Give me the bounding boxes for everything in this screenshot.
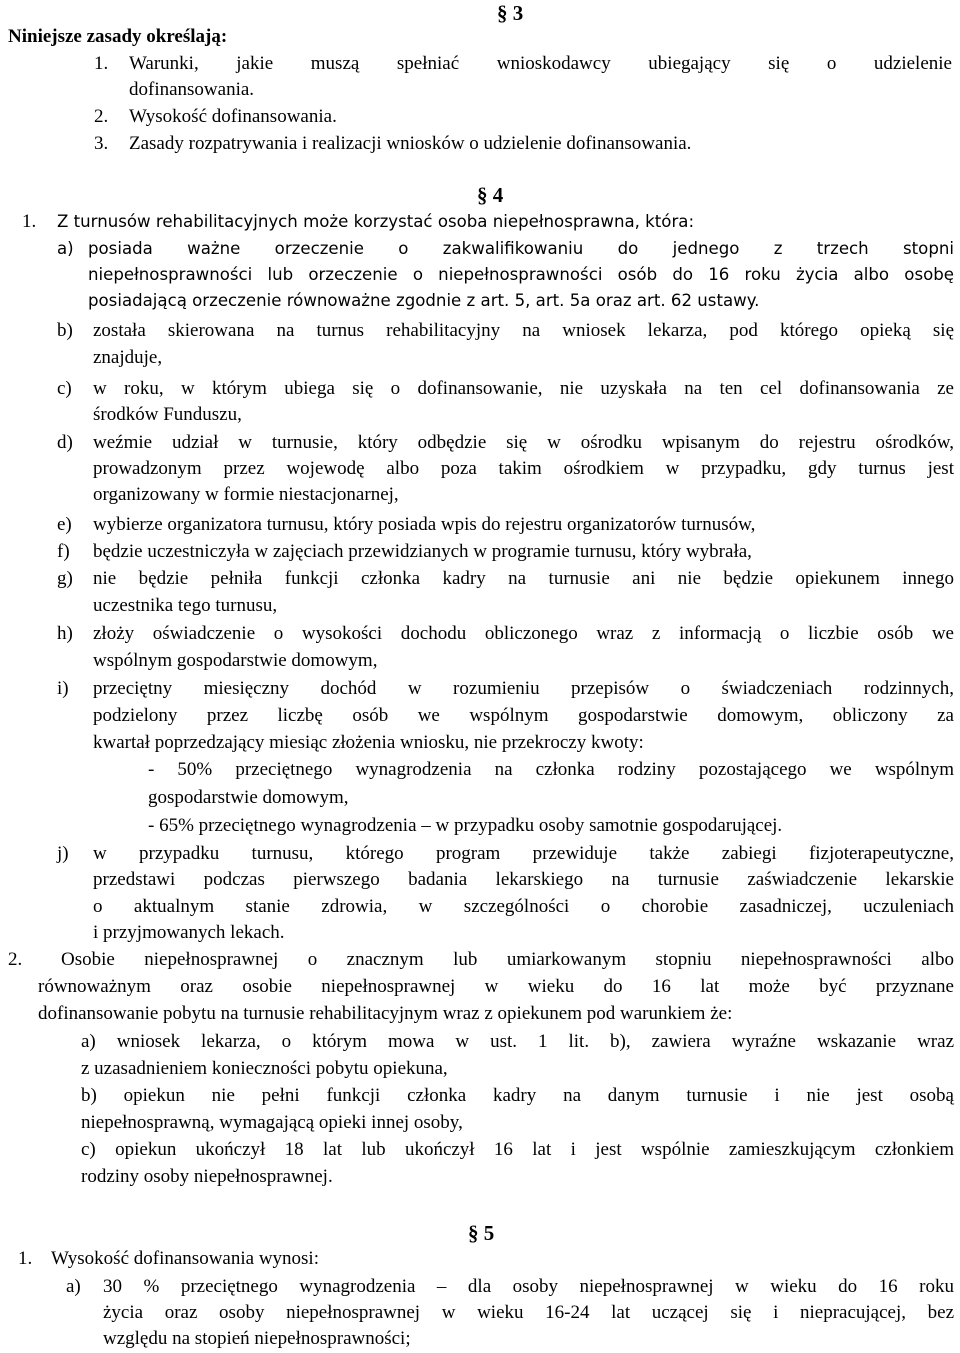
item-text: z uzasadnieniem konieczności pobytu opiekuna,	[81, 1058, 448, 1079]
list-number: 3.	[94, 133, 109, 154]
item-text: uczestnika tego turnusu,	[93, 595, 278, 616]
item-text: znajduje,	[93, 347, 163, 368]
item-text: o aktualnym stanie zdrowia, w szczególności o chorobie zasadniczej, uczuleniach	[93, 896, 954, 917]
item-text: rodziny osoby niepełnosprawnej.	[81, 1166, 333, 1187]
item-text: a) wniosek lekarza, o którym mowa w ust. 1 lit. b), zawiera wyraźne wskazanie wraz	[81, 1031, 954, 1052]
section-sign: §	[497, 1, 508, 25]
item-text: i przyjmowanych lekach.	[93, 922, 285, 943]
item-marker: g)	[57, 568, 73, 589]
point-number: 1.	[22, 211, 37, 232]
section-number: 5	[483, 1221, 495, 1245]
list-text: Warunki, jakie muszą spełniać wnioskodawcy ubiegający się o udzielenie	[129, 53, 952, 74]
item-text: złoży oświadczenie o wysokości dochodu obliczonego wraz z informacją o liczbie osób we	[93, 623, 954, 644]
item-text: życia oraz osoby niepełnosprawnej w wieku 16-24 lat uczącej się i niepracującej, bez	[103, 1302, 954, 1323]
section-number: 4	[492, 183, 504, 207]
list-text: Zasady rozpatrywania i realizacji wniosków o udzielenie dofinansowania.	[129, 133, 692, 154]
list-text: Wysokość dofinansowania.	[129, 106, 337, 127]
dash-item-text: - 65% przeciętnego wynagrodzenia – w przypadku osoby samotnie gospodarującej.	[148, 815, 783, 836]
section-5-heading	[468, 1220, 494, 1246]
item-marker: e)	[57, 514, 72, 535]
point-text: Osobie niepełnosprawnej o znacznym lub umiarkowanym stopniu niepełnosprawności albo	[61, 949, 954, 970]
item-text: przedstawi podczas pierwszego badania lekarskiego na turnusie zaświadczenie lekarskie	[93, 869, 954, 890]
point-text: równoważnym oraz osobie niepełnosprawnej w wieku do 16 lat może być przyznane	[38, 976, 954, 997]
list-text-continued: dofinansowania.	[129, 79, 255, 100]
item-text: weźmie udział w turnusie, który odbędzie się w ośrodku wpisanym do rejestru ośrodków,	[93, 432, 954, 453]
item-text: będzie uczestniczyła w zajęciach przewidzianych w programie turnusu, który wybrała,	[93, 541, 752, 562]
point-lead-text: Wysokość dofinansowania wynosi:	[51, 1248, 319, 1269]
item-text: w roku, w którym ubiega się o dofinansowanie, nie uzyskała na ten cel dofinansowania ze	[93, 378, 954, 399]
item-text: niepełnosprawną, wymagającą opieki innej osoby,	[81, 1112, 463, 1133]
section-number: 3	[512, 1, 524, 25]
item-marker: d)	[57, 432, 73, 453]
item-text: została skierowana na turnus rehabilitacyjny na wniosek lekarza, pod którego opieką się	[93, 320, 954, 341]
item-marker: i)	[57, 678, 69, 699]
item-text: niepełnosprawności lub orzeczenie o niepełnosprawności osób do 16 roku życia albo osobę	[88, 265, 954, 284]
item-text: przeciętny miesięczny dochód w rozumieniu przepisów o świadczeniach rodzinnych,	[93, 678, 954, 699]
item-text: prowadzonym przez wojewodę albo poza takim ośrodkiem w przypadku, gdy turnus jest	[93, 458, 954, 479]
item-text: wspólnym gospodarstwie domowym,	[93, 650, 378, 671]
point-lead-text: Z turnusów rehabilitacyjnych może korzystać osoba niepełnosprawna, która:	[57, 212, 695, 231]
item-text: nie będzie pełniła funkcji członka kadry na turnusie ani nie będzie opiekunem innego	[93, 568, 954, 589]
dash-item-text: - 50% przeciętnego wynagrodzenia na członka rodziny pozostającego we wspólnym	[148, 759, 954, 780]
section-3-heading	[497, 0, 523, 26]
section-sign: §	[468, 1221, 479, 1245]
item-text: organizowany w formie niestacjonarnej,	[93, 484, 399, 505]
item-text: c) opiekun ukończył 18 lat lub ukończył 16 lat i jest wspólnie zamieszkującym członkiem	[81, 1139, 954, 1160]
item-text: podzielony przez liczbę osób we wspólnym gospodarstwie domowym, obliczony za	[93, 705, 954, 726]
item-marker: j)	[57, 843, 69, 864]
section-4-heading	[477, 182, 503, 208]
list-number: 1.	[94, 53, 109, 74]
item-text: kwartał poprzedzający miesiąc złożenia wniosku, nie przekroczy kwoty:	[93, 732, 644, 753]
item-marker: a)	[57, 239, 74, 258]
item-text: środków Funduszu,	[93, 404, 242, 425]
item-text: wybierze organizatora turnusu, który posiada wpis do rejestru organizatorów turnusów,	[93, 514, 756, 535]
item-text: b) opiekun nie pełni funkcji członka kadry na danym turnusie i nie jest osobą	[81, 1085, 954, 1106]
item-marker: a)	[66, 1276, 81, 1297]
item-marker: h)	[57, 623, 73, 644]
item-text: względu na stopień niepełnosprawności;	[103, 1328, 411, 1349]
point-number: 2.	[8, 949, 23, 970]
item-marker: c)	[57, 378, 72, 399]
point-number: 1.	[18, 1248, 33, 1269]
intro-heading: Niniejsze zasady określają:	[8, 26, 228, 47]
item-text: posiada ważne orzeczenie o zakwalifikowaniu do jednego z trzech stopni	[88, 239, 954, 258]
point-text: dofinansowanie pobytu na turnusie rehabilitacyjnym wraz z opiekunem pod warunkiem że:	[38, 1003, 733, 1024]
item-text: posiadającą orzeczenie równoważne zgodnie z art. 5, art. 5a oraz art. 62 ustawy.	[88, 291, 760, 310]
section-sign: §	[477, 183, 488, 207]
list-number: 2.	[94, 106, 109, 127]
item-marker: b)	[57, 320, 73, 341]
item-text: w przypadku turnusu, którego program przewiduje także zabiegi fizjoterapeutyczne,	[93, 843, 954, 864]
item-text: 30 % przeciętnego wynagrodzenia – dla osoby niepełnosprawnej w wieku do 16 roku	[103, 1276, 954, 1297]
item-marker: f)	[57, 541, 70, 562]
dash-item-text: gospodarstwie domowym,	[148, 787, 349, 808]
